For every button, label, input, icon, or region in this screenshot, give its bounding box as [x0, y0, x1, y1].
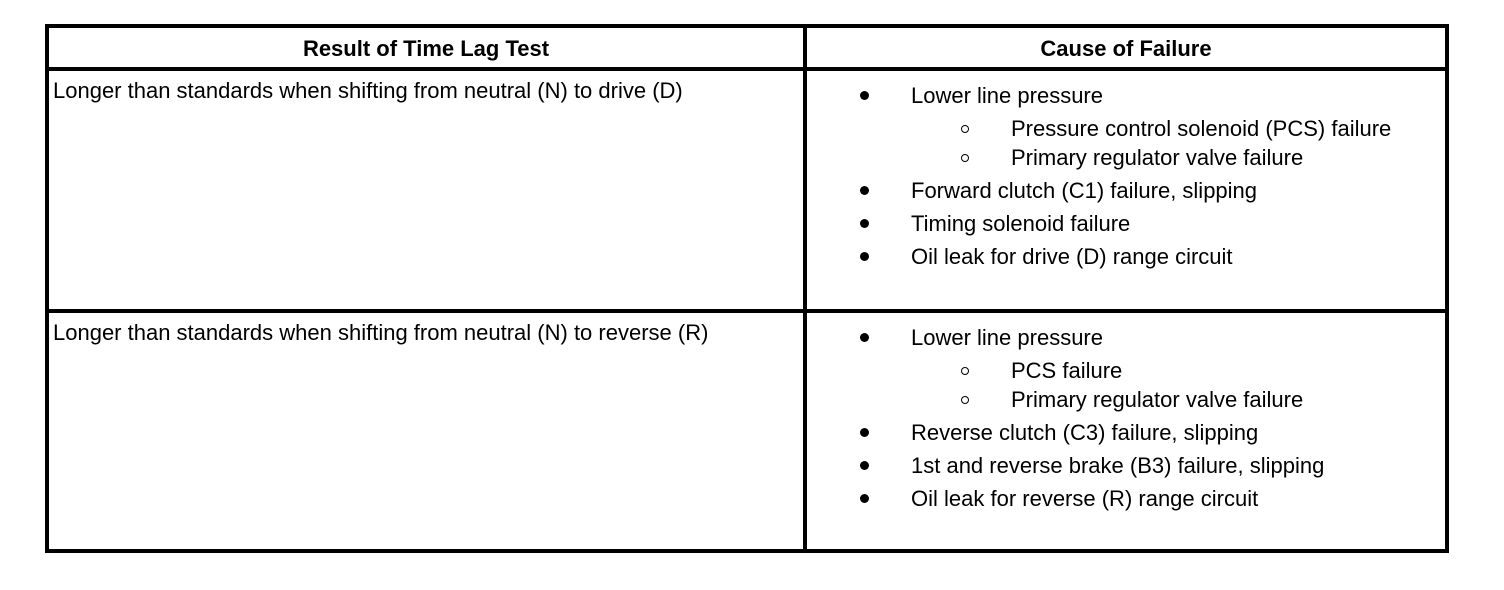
bullet-icon	[860, 333, 869, 342]
bullet-icon	[860, 461, 869, 470]
row-1-causes	[807, 81, 1449, 275]
row-1-result: Longer than standards when shifting from neutral (N) to drive (D)	[53, 78, 683, 103]
bullet-icon	[860, 428, 869, 437]
circle-bullet-icon	[961, 396, 969, 404]
bullet-icon	[860, 494, 869, 503]
cause-text: Timing solenoid failure	[911, 211, 1131, 236]
sub-cause-text: Primary regulator valve failure	[1011, 387, 1304, 412]
cause-text: Lower line pressure	[911, 325, 1103, 350]
cause-text: Lower line pressure	[911, 83, 1103, 108]
circle-bullet-icon	[961, 154, 969, 162]
header-divider	[49, 67, 1445, 71]
sub-cause-item	[807, 356, 1449, 385]
bullet-icon	[860, 252, 869, 261]
sub-cause-item	[807, 114, 1449, 143]
cause-item	[807, 209, 1449, 242]
bullet-icon	[860, 91, 869, 100]
sub-cause-item	[807, 143, 1449, 176]
sub-cause-text: Pressure control solenoid (PCS) failure	[1011, 116, 1392, 141]
circle-bullet-icon	[961, 367, 969, 375]
cause-item	[807, 81, 1449, 114]
bullet-icon	[860, 186, 869, 195]
cause-item	[807, 418, 1449, 451]
cause-item	[807, 176, 1449, 209]
cause-item	[807, 451, 1449, 484]
row-2-result: Longer than standards when shifting from neutral (N) to reverse (R)	[53, 320, 709, 345]
cause-text: 1st and reverse brake (B3) failure, slipping	[911, 453, 1325, 478]
cause-item	[807, 484, 1449, 517]
cause-text: Reverse clutch (C3) failure, slipping	[911, 420, 1259, 445]
cause-text: Forward clutch (C1) failure, slipping	[911, 178, 1258, 203]
sub-cause-item	[807, 385, 1449, 418]
sub-cause-text: PCS failure	[1011, 358, 1123, 383]
row-2-causes	[807, 323, 1449, 517]
header-cause: Cause of Failure	[1040, 36, 1212, 61]
cause-item	[807, 323, 1449, 356]
header-result: Result of Time Lag Test	[302, 36, 550, 61]
cause-text: Oil leak for drive (D) range circuit	[911, 244, 1233, 269]
cause-item	[807, 242, 1449, 275]
row-divider	[49, 309, 1445, 313]
time-lag-test-table	[45, 24, 1449, 553]
sub-cause-text: Primary regulator valve failure	[1011, 145, 1304, 170]
circle-bullet-icon	[961, 125, 969, 133]
cause-text: Oil leak for reverse (R) range circuit	[911, 486, 1259, 511]
bullet-icon	[860, 219, 869, 228]
